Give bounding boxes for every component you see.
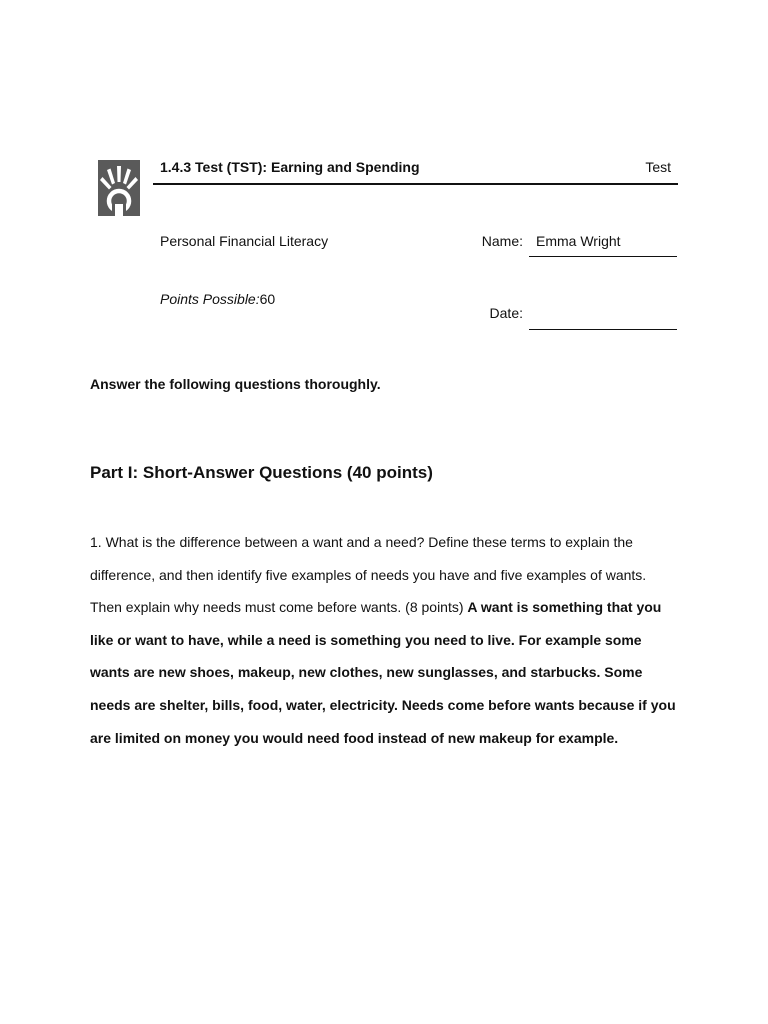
question-1 — [90, 526, 680, 754]
document-title: 1.4.3 Test (TST): Earning and Spending — [160, 159, 420, 175]
date-field[interactable] — [529, 329, 677, 330]
points-possible — [160, 291, 275, 307]
instructions: Answer the following questions thoroughly. — [90, 376, 381, 392]
points-possible-label: Points Possible: — [160, 291, 260, 307]
question-1-answer[interactable]: A want is something that you like or want to have, while a need is something you need to live. For example some wants are new shoes, makeup, new clothes, new sunglasses, and starbucks. Some needs are shelter, bills, food, water, electricity. Needs come before wants because if you are limited on money you would need food instead of new makeup for example. — [90, 599, 676, 746]
name-field[interactable]: Emma Wright — [536, 233, 621, 249]
course-name: Personal Financial Literacy — [160, 233, 329, 249]
date-label: Date: — [489, 305, 523, 321]
name-field-underline — [529, 256, 677, 257]
points-possible-value: 60 — [259, 291, 276, 307]
document-type-label: Test — [645, 159, 671, 175]
header-divider — [153, 183, 678, 185]
sun-person-logo-icon — [98, 160, 140, 216]
question-1-prompt: 1. What is the difference between a want and a need? Define these terms to explain the difference, and then identify five examples of needs you have and five examples of wants. Then explain why needs must come before wants. (8 points) — [90, 534, 647, 616]
name-label: Name: — [481, 233, 523, 249]
part-1-heading: Part I: Short-Answer Questions (40 points) — [90, 463, 433, 482]
